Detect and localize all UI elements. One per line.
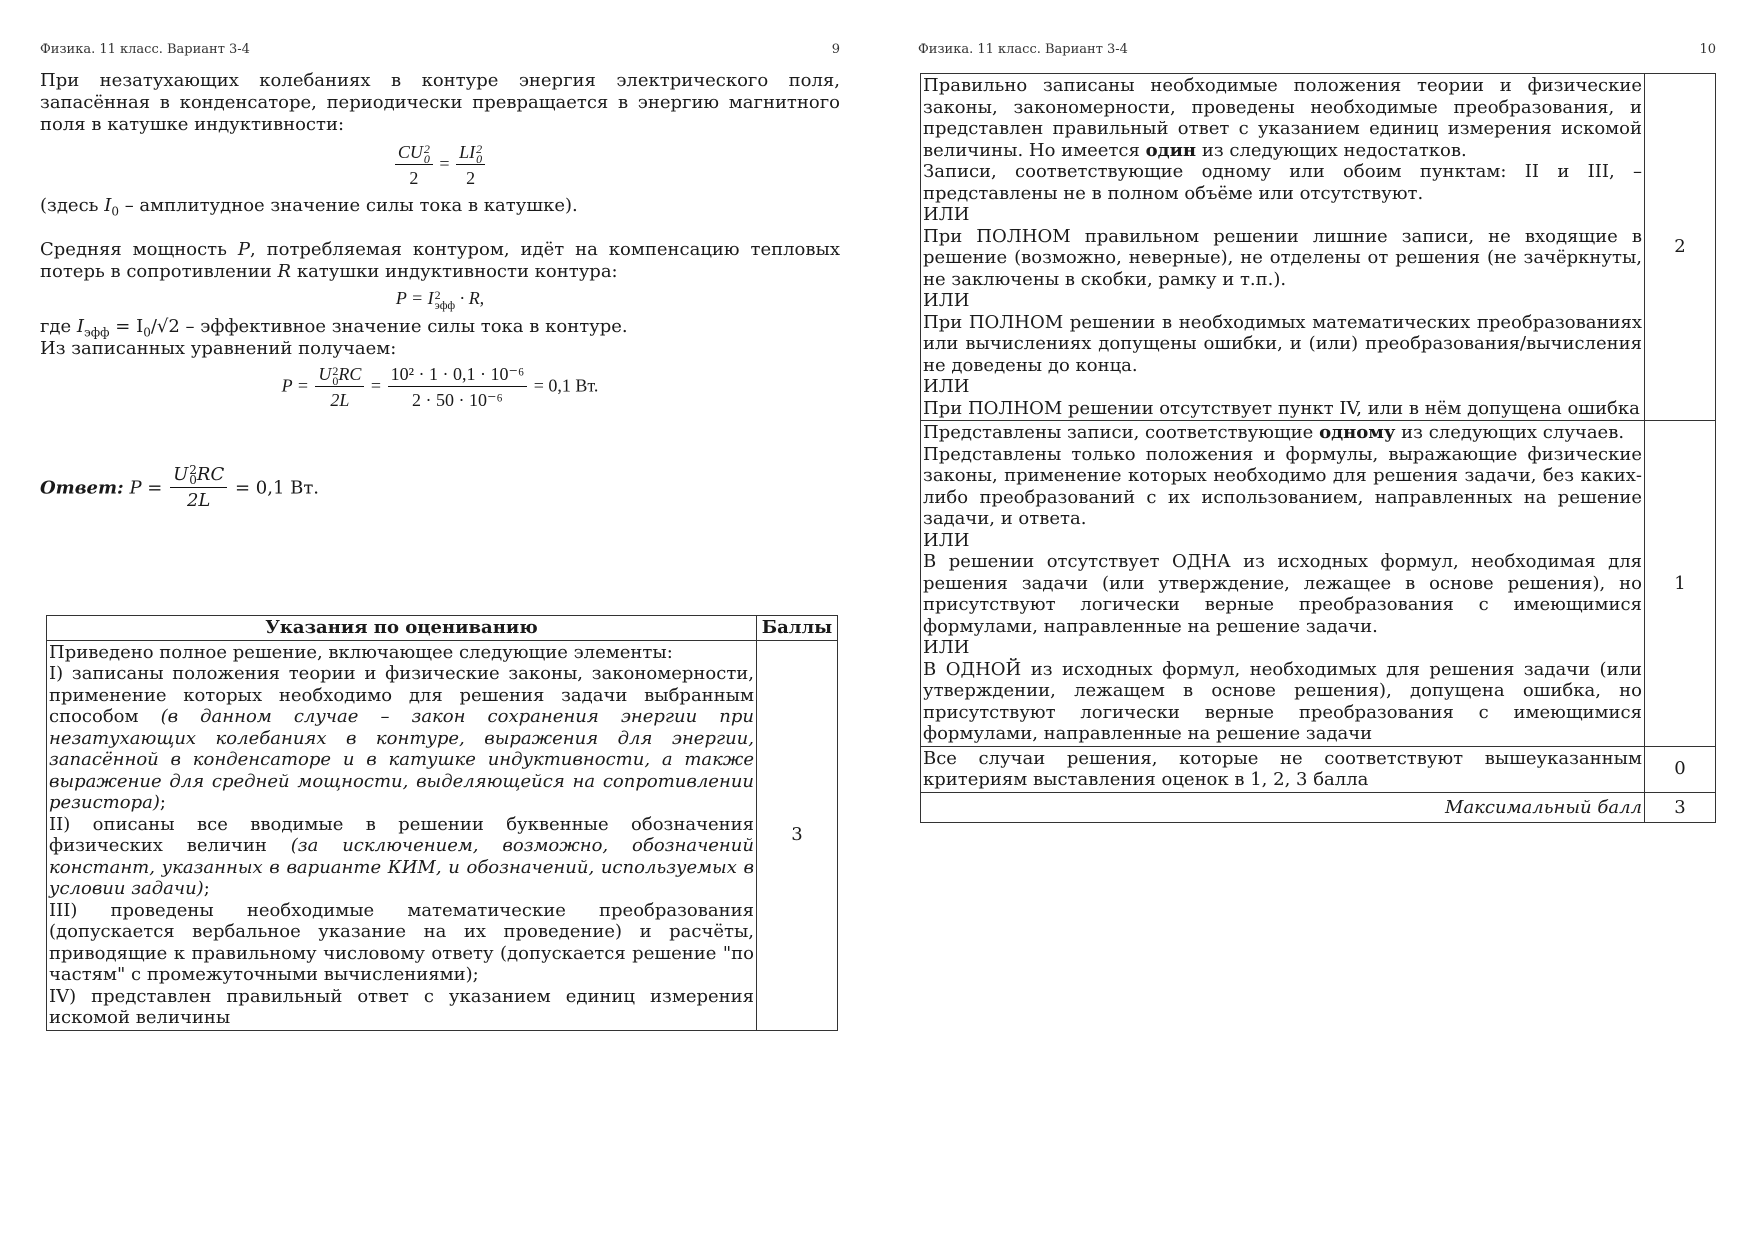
fraction-symbolic: U 2 0 RC 2L bbox=[315, 362, 364, 413]
table-header-row bbox=[47, 616, 838, 641]
max-score-value: 3 bbox=[1645, 792, 1716, 823]
formula-power: P = I 2 эфф · R, bbox=[395, 287, 485, 312]
criteria-cell: Приведено полное решение, включающее следующие элементы: I) записаны положения теории и физические законы, закономерности, применение которых необходимо для решения задачи выбранным способом (в данном случае – закон сохранения энергии при незатухающих колебаниях в контуре, выражения для энергии, запасённой в конденсаторе и в катушке индуктивности, а также выражение для средней мощности, выделяющейся на сопротивлении резистора); II) описаны все вводимые в решении буквенные обозначения физических величин (за исключением, возможно, обозначений констант, указанных в варианте КИМ, и обозначений, используемых в условии задачи); III) проведены необходимые математические преобразования (допускается вербальное указание на их проведение) и расчёты, приводящие к правильному числовому ответу (допускается решение "по частям" с промежуточными вычислениями); IV) представлен правильный ответ с указанием единиц измерения искомой величины bbox=[47, 640, 757, 1030]
page-header bbox=[918, 42, 1716, 58]
fraction-numeric: $\frac{\text{10² · 1 · 0,1 · 10⁻⁶}}{\text{2 · 50 · 10⁻⁶}}$ bbox=[388, 362, 528, 413]
fraction-inductor-energy: LI 2 0 2 bbox=[456, 140, 485, 191]
header-title: Физика. 11 класс. Вариант 3-4 bbox=[918, 42, 1128, 57]
table-row-max-score bbox=[921, 792, 1716, 823]
fraction-capacitor-energy: CU 2 0 2 bbox=[395, 140, 433, 191]
page-number: 9 bbox=[831, 42, 840, 57]
header-score: Баллы bbox=[757, 616, 838, 641]
page-header bbox=[40, 42, 840, 58]
table-row-score-3 bbox=[47, 640, 838, 1030]
right-page bbox=[918, 0, 1716, 1239]
formula-energy-balance bbox=[40, 140, 840, 191]
answer-label: Ответ: bbox=[40, 477, 124, 499]
page-number: 10 bbox=[1699, 42, 1716, 57]
paragraph-effective-current: где $I_{эфф} = I_0/√2$ – эффективное значение силы тока в контуре. bbox=[40, 315, 628, 340]
table-row-score-2 bbox=[921, 74, 1716, 421]
grading-table-left bbox=[46, 615, 838, 1031]
fraction-answer: U 2 0 RC 2L bbox=[170, 463, 227, 514]
criteria-cell: Правильно записаны необходимые положения теории и физические законы, закономерности, проведены необходимые преобразования, и представлен правильный ответ с указанием единиц измерения искомой величины. Но имеется один из следующих недостатков. Записи, соответствующие одному или обоим пунктам: II и III, – представлены не в полном объёме или отсутствуют. ИЛИ При ПОЛНОМ правильном решении лишние записи, не входящие в решение (возможно, неверные), не отделены от решения (не зачёркнуты, не заключены в скобки, рамку и т.п.). ИЛИ При ПОЛНОМ решении в необходимых математических преобразованиях или вычислениях допущены ошибки, и (или) преобразования/вычисления не доведены до конца. ИЛИ При ПОЛНОМ решении отсутствует пункт IV, или в нём допущена ошибка bbox=[921, 74, 1645, 421]
score-cell: 0 bbox=[1645, 746, 1716, 792]
table-row-score-0 bbox=[921, 746, 1716, 792]
equals-sign: = bbox=[439, 153, 450, 174]
denominator: 2 bbox=[466, 168, 476, 188]
left-page bbox=[40, 0, 840, 1239]
numerator-cu: CU bbox=[397, 142, 423, 162]
paragraph-derive: Из записанных уравнений получаем: bbox=[40, 337, 397, 359]
formula-result: P = U 2 0 RC 2L = $\frac{\text{10² · 1 · 0,1 · 10⁻⁶}}{\text{2 · 50 · 10⁻⁶}}$ = 0,1 Вт. bbox=[40, 362, 840, 413]
numerator-li: LI bbox=[459, 142, 476, 162]
max-score-label: Максимальный балл bbox=[921, 792, 1645, 823]
header-instructions: Указания по оцениванию bbox=[47, 616, 757, 641]
score-cell: 1 bbox=[1645, 421, 1716, 747]
header-title: Физика. 11 класс. Вариант 3-4 bbox=[40, 42, 250, 57]
score-cell: 2 bbox=[1645, 74, 1716, 421]
table-row-score-1 bbox=[921, 421, 1716, 747]
paragraph-power: Средняя мощность P, потребляемая контуром, идёт на компенсацию тепловых потерь в сопротивлении R катушки индуктивности контура: bbox=[40, 239, 840, 282]
criteria-cell: Все случаи решения, которые не соответствуют вышеуказанным критериям выставления оценок в 1, 2, 3 балла bbox=[921, 746, 1645, 792]
paragraph-intro: При незатухающих колебаниях в контуре энергия электрического поля, запасённая в конденсаторе, периодически превращается в энергию магнитного поля в катушке индуктивности: bbox=[40, 70, 840, 135]
grading-table-right bbox=[920, 73, 1716, 823]
score-cell: 3 bbox=[757, 640, 838, 1030]
denominator: 2 bbox=[409, 168, 419, 188]
answer-line: Ответ: P = U 2 0 RC 2L = 0,1 Вт. bbox=[40, 463, 840, 514]
criteria-cell: Представлены записи, соответствующие одному из следующих случаев. Представлены только положения и формулы, выражающие физические законы, применение которых необходимо для решения задачи, без каких-либо преобразований с их использованием, направленных на решение задачи, и ответа. ИЛИ В решении отсутствует ОДНА из исходных формул, необходимая для решения задачи (или утверждение, лежащее в основе решения), но присутствуют логически верные преобразования с имеющимися формулами, направленные на решение задачи. ИЛИ В ОДНОЙ из исходных формул, необходимых для решения задачи (или утверждении, лежащем в основе решения), допущена ошибка, но присутствуют логически верные преобразования с имеющимися формулами, направленные на решение задачи bbox=[921, 421, 1645, 747]
paragraph-amplitude-note: (здесь $I_0$ – амплитудное значение силы тока в катушке). bbox=[40, 195, 578, 219]
solution-text bbox=[40, 70, 840, 514]
